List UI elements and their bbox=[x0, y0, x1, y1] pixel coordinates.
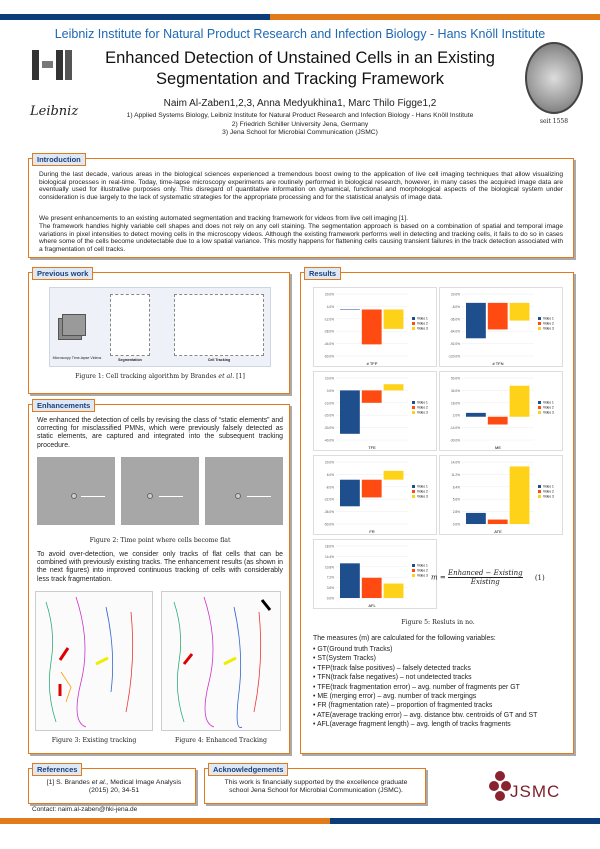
authors: Naim Al-Zaben1,2,3, Anna Medyukhina1, Marc Thilo Figge1,2 bbox=[163, 98, 437, 109]
legend-label: Video 2 bbox=[417, 568, 428, 573]
measure-st: • ST(System Tracks) bbox=[313, 654, 573, 663]
y-tick-label: -20.0% bbox=[323, 413, 334, 418]
legend-label: Video 1 bbox=[417, 316, 428, 321]
frame-2 bbox=[121, 457, 199, 525]
bar-video-2 bbox=[362, 310, 382, 345]
intro-paragraph-3: The framework handles highly variable cell shapes and does not rely on any cell staining. The segmentation approach is based on a combination of spatial and temporal image variations in pixel intensities to detect moving cells in the microscopy videos. Although the existing framework performs well in detecting and tracking cells, it fails to do so in cases where some of the cells become undetectable due to a low spatial variance. This mostly happens for flattening cells causing transient failures in the track detection associated with a fragmentation of cell tracks. bbox=[39, 223, 563, 253]
legend-label: Video 2 bbox=[543, 321, 554, 326]
y-tick-label: -30.0% bbox=[449, 438, 460, 443]
frame-3 bbox=[205, 457, 283, 525]
figure-1-caption-etal: et al. bbox=[218, 373, 235, 380]
chart-svg bbox=[314, 288, 438, 368]
chart-tfp bbox=[313, 287, 437, 367]
flat-cells-figure bbox=[37, 457, 283, 525]
y-tick-label: 50.0% bbox=[450, 376, 460, 381]
legend-swatch bbox=[538, 490, 541, 493]
measure-afl: • AFL(average fragment length) – avg. length of tracks fragments bbox=[313, 720, 573, 729]
affiliations bbox=[80, 112, 520, 138]
university-seal-icon bbox=[525, 42, 583, 114]
reference-1-etal: et al., bbox=[91, 779, 109, 786]
legend-swatch bbox=[412, 564, 415, 567]
existing-tracking-image bbox=[35, 591, 153, 731]
legend-label: Video 2 bbox=[543, 489, 554, 494]
diagram-label-input: Microscopy Time-lapse Videos bbox=[52, 356, 102, 360]
measures-list bbox=[313, 645, 573, 730]
y-tick-label: -64.0% bbox=[449, 329, 460, 334]
y-tick-label: 2.0% bbox=[452, 413, 460, 418]
legend-swatch bbox=[412, 401, 415, 404]
y-tick-label: 5.6% bbox=[452, 497, 460, 502]
contact: Contact: naim.al-zaben@hki-jena.de bbox=[32, 806, 138, 813]
reference-1-source: Medical Image Analysis (2015) 20, 34-51 bbox=[88, 779, 182, 794]
bar-video-1 bbox=[340, 310, 360, 311]
chart-svg bbox=[314, 372, 438, 452]
legend-swatch bbox=[412, 327, 415, 330]
legend-label: Video 1 bbox=[417, 563, 428, 568]
y-tick-label: -60.0% bbox=[323, 354, 334, 359]
legend-swatch bbox=[412, 322, 415, 325]
chart-svg bbox=[440, 288, 564, 368]
acknowledgement-text: This work is financially supported by the excellence graduate school Jena School for Microbial Communication (JSMC). bbox=[224, 779, 408, 794]
bar-video-1 bbox=[340, 480, 360, 507]
legend-swatch bbox=[412, 490, 415, 493]
y-tick-label: -50.0% bbox=[323, 522, 334, 527]
legend-swatch bbox=[538, 495, 541, 498]
bar-video-2 bbox=[488, 417, 508, 425]
chart-tfe bbox=[313, 371, 437, 451]
y-tick-label: 2.8% bbox=[452, 510, 460, 515]
legend-label: Video 2 bbox=[543, 405, 554, 410]
bar-video-3 bbox=[384, 310, 404, 329]
y-tick-label: -28.0% bbox=[323, 329, 334, 334]
x-category-label: AFL bbox=[368, 603, 376, 608]
chart-svg bbox=[440, 456, 564, 536]
measure-me: • ME (merging error) – avg. number of track mergings bbox=[313, 692, 573, 701]
measure-ate: • ATE(average tracking error) – avg. distance btw. centroids of GT and ST bbox=[313, 711, 573, 720]
legend-swatch bbox=[538, 485, 541, 488]
enhancements-heading: Enhancements bbox=[32, 399, 95, 412]
bar-video-3 bbox=[384, 584, 404, 598]
measure-tfp: • TFP(track false positives) – falsely detected tracks bbox=[313, 664, 573, 673]
bar-video-1 bbox=[466, 513, 486, 524]
y-tick-label: 14.0% bbox=[450, 460, 460, 465]
bar-video-1 bbox=[340, 390, 360, 433]
legend-label: Video 1 bbox=[543, 484, 554, 489]
tracking-panels bbox=[174, 294, 264, 356]
bar-video-1 bbox=[466, 413, 486, 417]
title-line-2: Segmentation and Tracking Framework bbox=[156, 70, 444, 88]
diagram-label-segmentation: Segmentation bbox=[118, 358, 142, 362]
bar-video-2 bbox=[362, 390, 382, 402]
y-tick-label: 10.8% bbox=[324, 565, 334, 570]
y-tick-label: 20.0% bbox=[450, 292, 460, 297]
legend-label: Video 3 bbox=[417, 410, 428, 415]
chart-ate bbox=[439, 455, 563, 535]
previous-work-section bbox=[28, 272, 290, 394]
y-tick-label: -92.0% bbox=[449, 342, 460, 347]
legend-label: Video 2 bbox=[417, 321, 428, 326]
measure-fr: • FR (fragmentation rate) – proportion of fragmented tracks bbox=[313, 701, 573, 710]
bar-video-3 bbox=[384, 471, 404, 480]
results-heading: Results bbox=[304, 267, 341, 280]
y-tick-label: 6.0% bbox=[326, 472, 334, 477]
y-tick-label: -10.0% bbox=[323, 401, 334, 406]
bar-video-2 bbox=[488, 303, 508, 330]
legend-swatch bbox=[412, 485, 415, 488]
legend-swatch bbox=[538, 406, 541, 409]
y-tick-label: -8.0% bbox=[325, 485, 334, 490]
legend-label: Video 3 bbox=[417, 326, 428, 331]
hki-logo bbox=[32, 50, 74, 80]
diagram-label-tracking: Cell Tracking bbox=[207, 358, 231, 362]
intro-paragraph-1: During the last decade, various areas in the biological sciences experienced a tremendous boost owing to the application of live cell imaging techniques that allow visualizing biological processes in real-time. Today, time-lapse microscopy experiments are routinely performed in biological research, however, in many cases the acquired image data are eventually used for illustrative purposes only. This disregard of quantitative information on dynamical, functional and morphological aspects of the biological system under consideration is due largely to the lack of systematic strategies for the appropriate processing and for the statistical analysis of image data. bbox=[39, 171, 563, 201]
y-tick-label: 18.0% bbox=[324, 544, 334, 549]
legend-swatch bbox=[538, 401, 541, 404]
top-color-bar bbox=[0, 14, 600, 20]
bar-video-1 bbox=[466, 303, 486, 338]
introduction-heading: Introduction bbox=[32, 153, 86, 166]
existing-tracks-svg bbox=[36, 592, 153, 731]
enhancements-paragraph-2: To avoid over-detection, we consider only tracks of flat cells that can be combined with previously existing tracks. The enhancement results (as shown in the next figures) into improved continuous tracking of cells with considerably less track fragmentation. bbox=[37, 551, 283, 583]
chart-svg bbox=[440, 372, 564, 452]
institute-name: Leibniz Institute for Natural Product Research and Infection Biology - Hans Knöll Institute bbox=[54, 27, 546, 41]
y-tick-label: 34.0% bbox=[450, 388, 460, 393]
y-tick-label: -44.0% bbox=[323, 342, 334, 347]
figure-4-caption: Figure 4: Enhanced Tracking bbox=[175, 737, 267, 744]
legend-swatch bbox=[412, 317, 415, 320]
frame-1 bbox=[37, 457, 115, 525]
chart-svg bbox=[314, 456, 438, 536]
y-tick-label: -36.0% bbox=[323, 510, 334, 515]
bar-video-2 bbox=[362, 480, 382, 498]
algorithm-diagram bbox=[49, 287, 271, 367]
seal-caption: seit 1558 bbox=[539, 118, 569, 125]
chart-tfn bbox=[439, 287, 563, 367]
measure-gt: • GT(Ground truth Tracks) bbox=[313, 645, 573, 654]
segmentation-panels bbox=[110, 294, 150, 356]
leibniz-logo: Leibniz bbox=[30, 104, 79, 119]
enhanced-tracks-svg bbox=[162, 592, 281, 731]
x-category-label: ATE bbox=[494, 529, 502, 534]
legend-swatch bbox=[538, 411, 541, 414]
legend-label: Video 2 bbox=[417, 405, 428, 410]
y-tick-label: 20.0% bbox=[324, 292, 334, 297]
legend-label: Video 1 bbox=[543, 400, 554, 405]
references-heading: References bbox=[32, 763, 82, 776]
y-tick-label: 11.2% bbox=[451, 472, 460, 477]
legend-swatch bbox=[412, 406, 415, 409]
bottom-color-bar bbox=[0, 818, 600, 824]
y-tick-label: 7.2% bbox=[326, 575, 334, 580]
y-tick-label: -40.0% bbox=[323, 438, 334, 443]
legend-label: Video 2 bbox=[417, 489, 428, 494]
previous-work-heading: Previous work bbox=[32, 267, 93, 280]
y-tick-label: 8.4% bbox=[452, 485, 460, 490]
chart-afl bbox=[313, 539, 437, 609]
y-tick-label: -12.0% bbox=[323, 317, 334, 322]
figure-1-caption bbox=[29, 373, 291, 380]
y-tick-label: 0.0% bbox=[326, 388, 334, 393]
bar-video-1 bbox=[340, 563, 360, 598]
figure-5-caption: Figure 5: Resluts in no. bbox=[401, 619, 475, 626]
x-category-label: FR bbox=[369, 529, 375, 534]
y-tick-label: 3.6% bbox=[326, 586, 334, 591]
intro-paragraph-2: We present enhancements to an existing automated segmentation and tracking framework for videos from live cell imaging [1]. bbox=[39, 215, 408, 222]
legend-label: Video 3 bbox=[543, 410, 554, 415]
affiliation-3: 3) Jena School for Microbial Communication (JSMC) bbox=[222, 129, 378, 136]
figure-1-caption-text: Figure 1: Cell tracking algorithm by Brandes bbox=[75, 373, 217, 380]
figure-3-caption: Figure 3: Existing tracking bbox=[51, 737, 137, 744]
y-tick-label: 20.0% bbox=[324, 460, 334, 465]
introduction-section bbox=[28, 158, 574, 258]
legend-label: Video 3 bbox=[543, 494, 554, 499]
chart-svg bbox=[314, 540, 438, 610]
reference-1-author: [1] S. Brandes bbox=[46, 779, 90, 786]
chart-me bbox=[439, 371, 563, 451]
bar-video-3 bbox=[510, 466, 530, 524]
y-tick-label: 0.0% bbox=[326, 596, 334, 601]
affiliation-2: 2) Friedrich Schiller University Jena, Germany bbox=[231, 120, 369, 128]
legend-swatch bbox=[538, 317, 541, 320]
enhanced-tracking-image bbox=[161, 591, 281, 731]
microscopy-video-stack-2 bbox=[62, 314, 86, 336]
legend-label: Video 3 bbox=[417, 494, 428, 499]
y-tick-label: -8.0% bbox=[451, 304, 460, 309]
legend-label: Video 1 bbox=[417, 400, 428, 405]
y-tick-label: -14.0% bbox=[449, 426, 460, 431]
y-tick-label: 10.0% bbox=[324, 376, 334, 381]
results-section bbox=[300, 272, 574, 754]
legend-swatch bbox=[412, 569, 415, 572]
legend-label: Video 1 bbox=[543, 316, 554, 321]
reference-1 bbox=[37, 779, 191, 795]
bar-video-3 bbox=[384, 384, 404, 390]
legend-swatch bbox=[412, 574, 415, 577]
legend-swatch bbox=[412, 411, 415, 414]
y-tick-label: -30.0% bbox=[323, 426, 334, 431]
bar-video-3 bbox=[510, 386, 530, 417]
y-tick-label: -120.0% bbox=[448, 354, 460, 359]
legend-label: Video 3 bbox=[543, 326, 554, 331]
jsmc-logo-text: JSMC bbox=[510, 782, 561, 801]
y-tick-label: 14.4% bbox=[324, 554, 334, 559]
formula-number: (1) bbox=[534, 573, 545, 582]
legend-swatch bbox=[538, 327, 541, 330]
x-category-label: ME bbox=[495, 445, 501, 450]
figure-2-caption: Figure 2: Time point where cells become flat bbox=[89, 537, 231, 544]
figure-1-caption-ref: [1] bbox=[236, 373, 245, 380]
legend-swatch bbox=[412, 495, 415, 498]
poster-title bbox=[80, 48, 520, 90]
y-tick-label: 0.0% bbox=[452, 522, 460, 527]
bar-video-2 bbox=[488, 520, 508, 524]
measure-tfn: • TFN(track false negatives) – not undetected tracks bbox=[313, 673, 573, 682]
results-charts bbox=[301, 273, 575, 613]
measure-tfe: • TFE(track fragmentation error) – avg. number of fragments per GT bbox=[313, 683, 573, 692]
title-line-1: Enhanced Detection of Unstained Cells in an Existing bbox=[105, 49, 495, 67]
legend-label: Video 1 bbox=[417, 484, 428, 489]
affiliation-1: 1) Applied Systems Biology, Leibniz Institute for Natural Product Research and Infection Biology - Hans Knöll Institute bbox=[126, 112, 474, 119]
x-category-label: # TFP bbox=[366, 361, 378, 366]
y-tick-label: -36.0% bbox=[449, 317, 460, 322]
y-tick-label: 18.0% bbox=[450, 401, 460, 406]
x-category-label: TFE bbox=[368, 445, 376, 450]
enhancements-paragraph-1: We enhanced the detection of cells by revising the class of “static elements” and correcting for misclassified PMNs, which were previously falsely detected as static elements, are captured and integrated into the subsequent tracking procedure. bbox=[37, 417, 283, 449]
chart-fr bbox=[313, 455, 437, 535]
bar-video-3 bbox=[510, 303, 530, 321]
y-tick-label: 4.0% bbox=[326, 304, 334, 309]
acknowledgements-heading: Acknowledgements bbox=[208, 763, 288, 776]
formula: m = Enhanced − Existing Existing (1) bbox=[431, 569, 545, 586]
legend-swatch bbox=[538, 322, 541, 325]
enhancements-section bbox=[28, 404, 290, 754]
measures-intro: The measures (m) are calculated for the following variables: bbox=[313, 635, 496, 642]
legend-label: Video 3 bbox=[417, 573, 428, 578]
bar-video-2 bbox=[362, 578, 382, 598]
x-category-label: # TFN bbox=[492, 361, 504, 366]
y-tick-label: -22.0% bbox=[323, 497, 334, 502]
